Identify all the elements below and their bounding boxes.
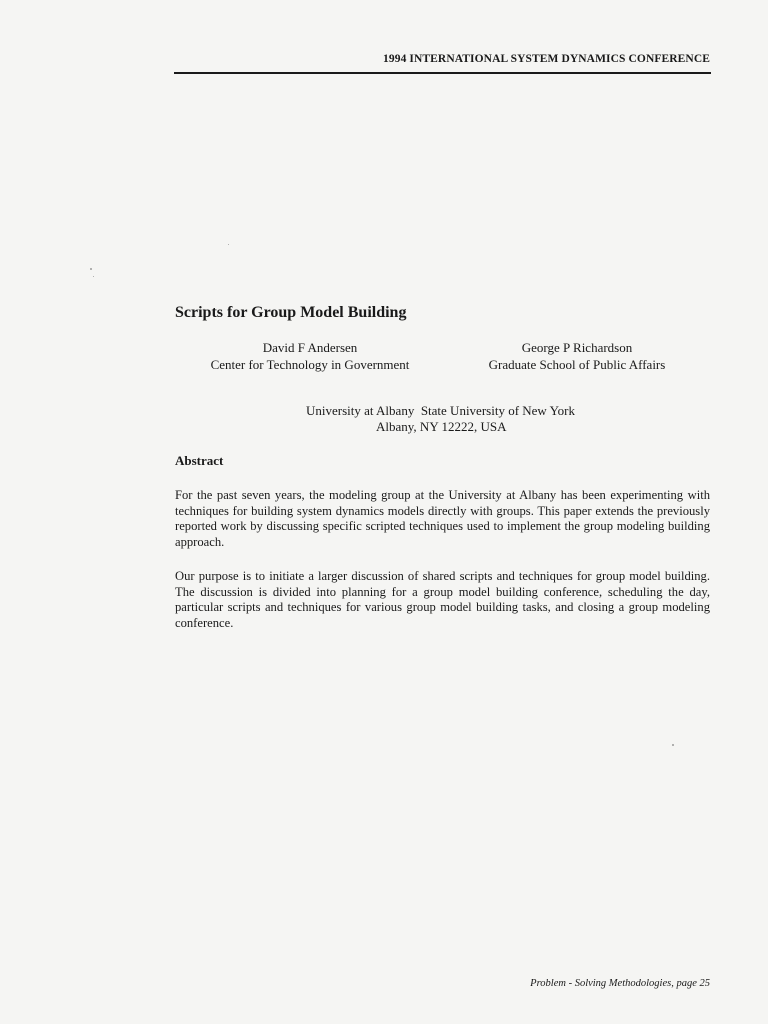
author-block-richardson bbox=[462, 339, 692, 373]
scan-speck bbox=[90, 268, 92, 270]
author-name: George P Richardson bbox=[521, 340, 633, 355]
page-footer: Problem - Solving Methodologies, page 25 bbox=[530, 978, 710, 989]
abstract-paragraph: Our purpose is to initiate a larger discussion of shared scripts and techniques for group model building. The discussion is divided into planning for a group model building conference, scheduling the day, particular scripts and techniques for various group model building tasks, and closing a group modeling conference. bbox=[175, 569, 710, 630]
author-affiliation: Graduate School of Public Affairs bbox=[488, 357, 666, 372]
header-rule bbox=[174, 72, 711, 74]
paper-title: Scripts for Group Model Building bbox=[175, 304, 407, 321]
running-header: 1994 INTERNATIONAL SYSTEM DYNAMICS CONFERENCE bbox=[383, 53, 710, 65]
author-name: David F Andersen bbox=[262, 340, 358, 355]
abstract-heading: Abstract bbox=[175, 453, 224, 468]
scan-speck bbox=[93, 276, 94, 277]
author-affiliation: Center for Technology in Government bbox=[210, 357, 410, 372]
author-block-andersen bbox=[190, 339, 430, 373]
scan-speck bbox=[672, 744, 674, 746]
address-line: Albany, NY 12222, USA bbox=[376, 419, 507, 434]
scan-speck bbox=[228, 244, 229, 245]
abstract-paragraph: For the past seven years, the modeling group at the University at Albany has been experimenting with techniques for building system dynamics models directly with groups. This paper extends the previously reported work by discussing specific scripted techniques used to implement the group modeling building approach. bbox=[175, 488, 710, 549]
institution-line: University at Albany State University of New York bbox=[306, 403, 576, 418]
